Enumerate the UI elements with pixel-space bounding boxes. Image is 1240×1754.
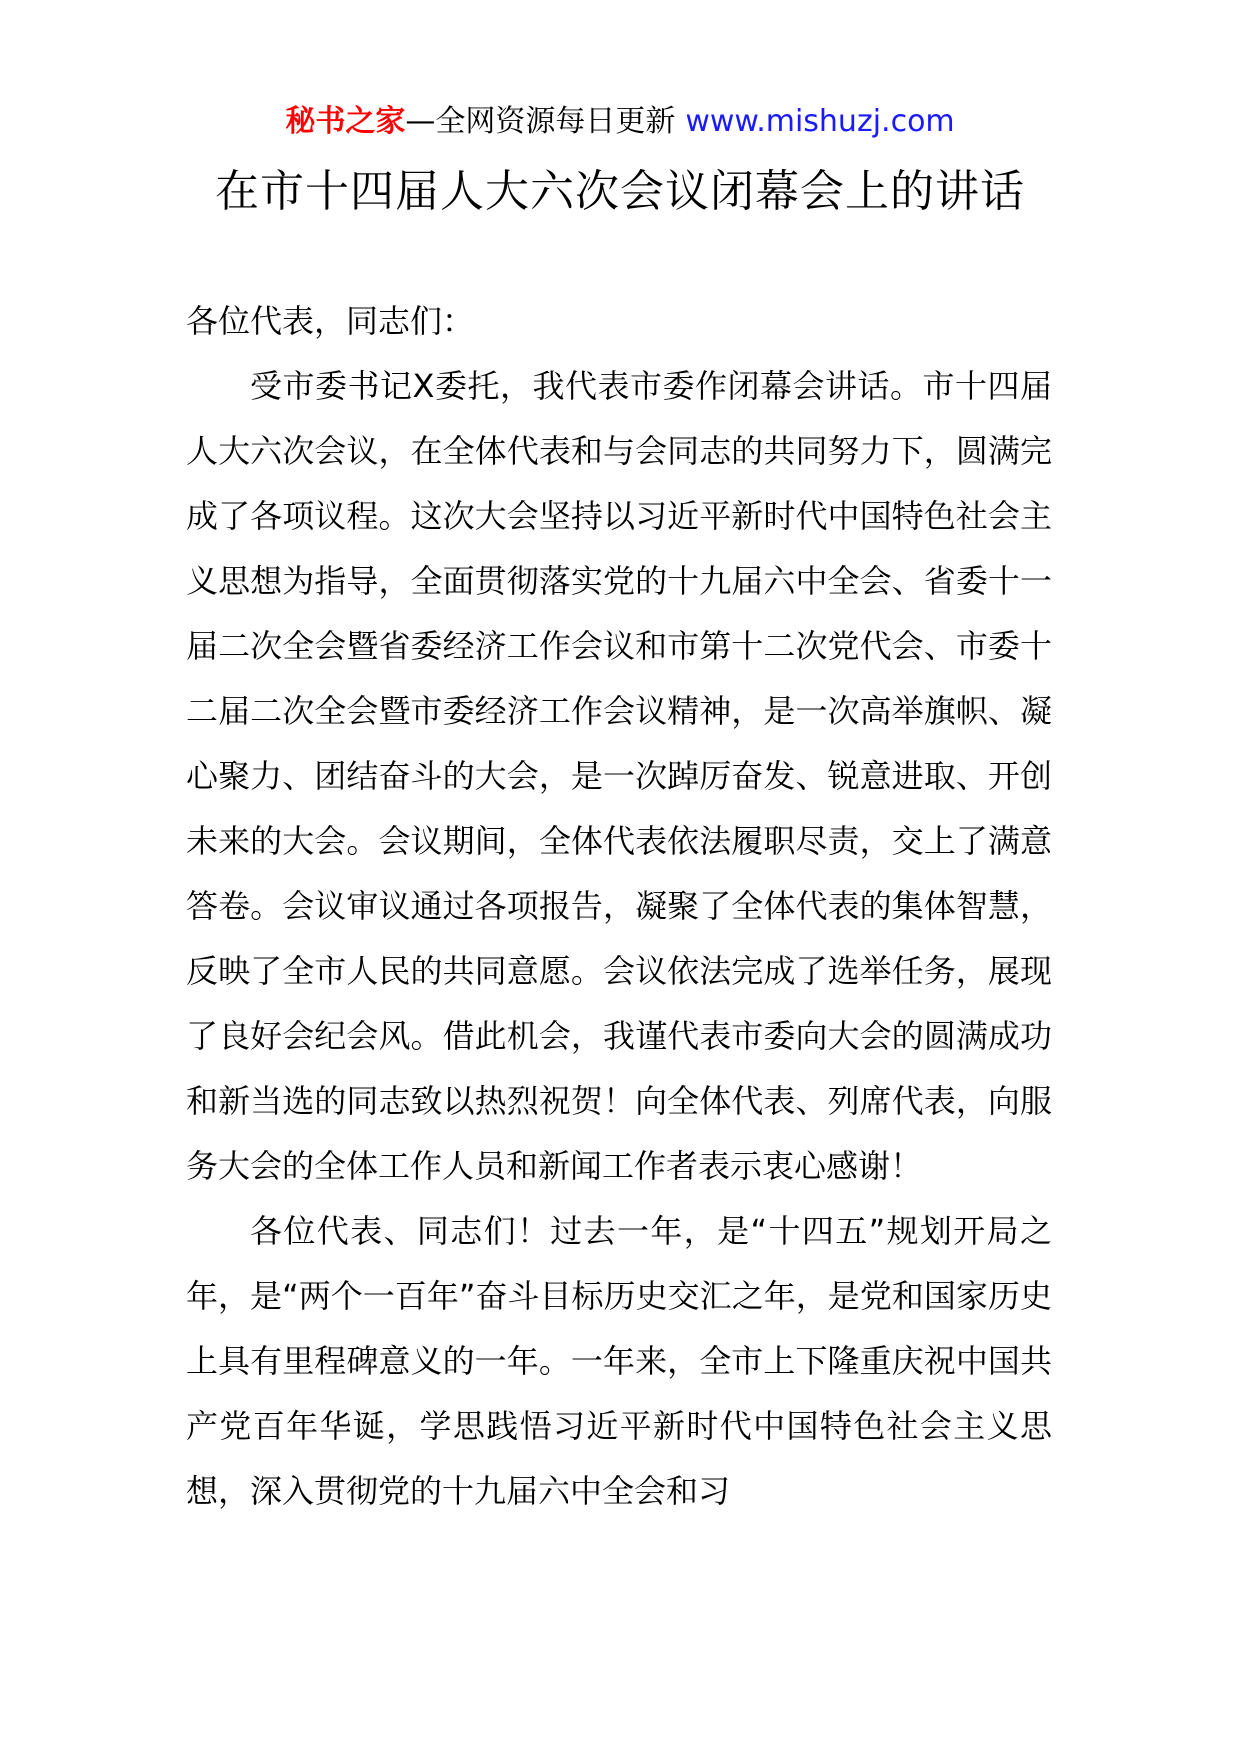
document-title: 在市十四届人大六次会议闭幕会上的讲话 bbox=[215, 166, 1025, 217]
site-tagline: —全网资源每日更新 bbox=[405, 104, 676, 139]
site-brand: 秘书之家 bbox=[285, 104, 406, 139]
site-url-link[interactable]: www.mishuzj.com bbox=[685, 104, 955, 139]
body-paragraph: 各位代表、同志们！过去一年，是“十四五”规划开局之年，是“两个一百年”奋斗目标历史交汇之年，是党和国家历史上具有里程碑意义的一年。一年来，全市上下隆重庆祝中国共产党百年华诞，学思践悟习近平新时代中国特色社会主义思想，深入贯彻党的十九届六中全会和习 bbox=[186, 1212, 1052, 1510]
document-body bbox=[186, 289, 1052, 1524]
body-paragraph: 受市委书记X委托，我代表市委作闭幕会讲话。市十四届人大六次会议，在全体代表和与会同志的共同努力下，圆满完成了各项议程。这次大会坚持以习近平新时代中国特色社会主义思想为指导，全面贯彻落实党的十九届六中全会、省委十一届二次全会暨省委经济工作会议和市第十二次党代会、市委十二届二次全会暨市委经济工作会议精神，是一次高举旗帜、凝心聚力、团结奋斗的大会，是一次踔厉奋发、锐意进取、开创未来的大会。会议期间，全体代表依法履职尽责，交上了满意答卷。会议审议通过各项报告，凝聚了全体代表的集体智慧，反映了全市人民的共同意愿。会议依法完成了选举任务，展现了良好会纪会风。借此机会，我谨代表市委向大会的圆满成功和新当选的同志致以热烈祝贺！向全体代表、列席代表，向服务大会的全体工作人员和新闻工作者表示衷心感谢！ bbox=[186, 367, 1052, 1185]
site-header bbox=[0, 100, 1240, 144]
salutation: 各位代表，同志们： bbox=[186, 302, 475, 340]
